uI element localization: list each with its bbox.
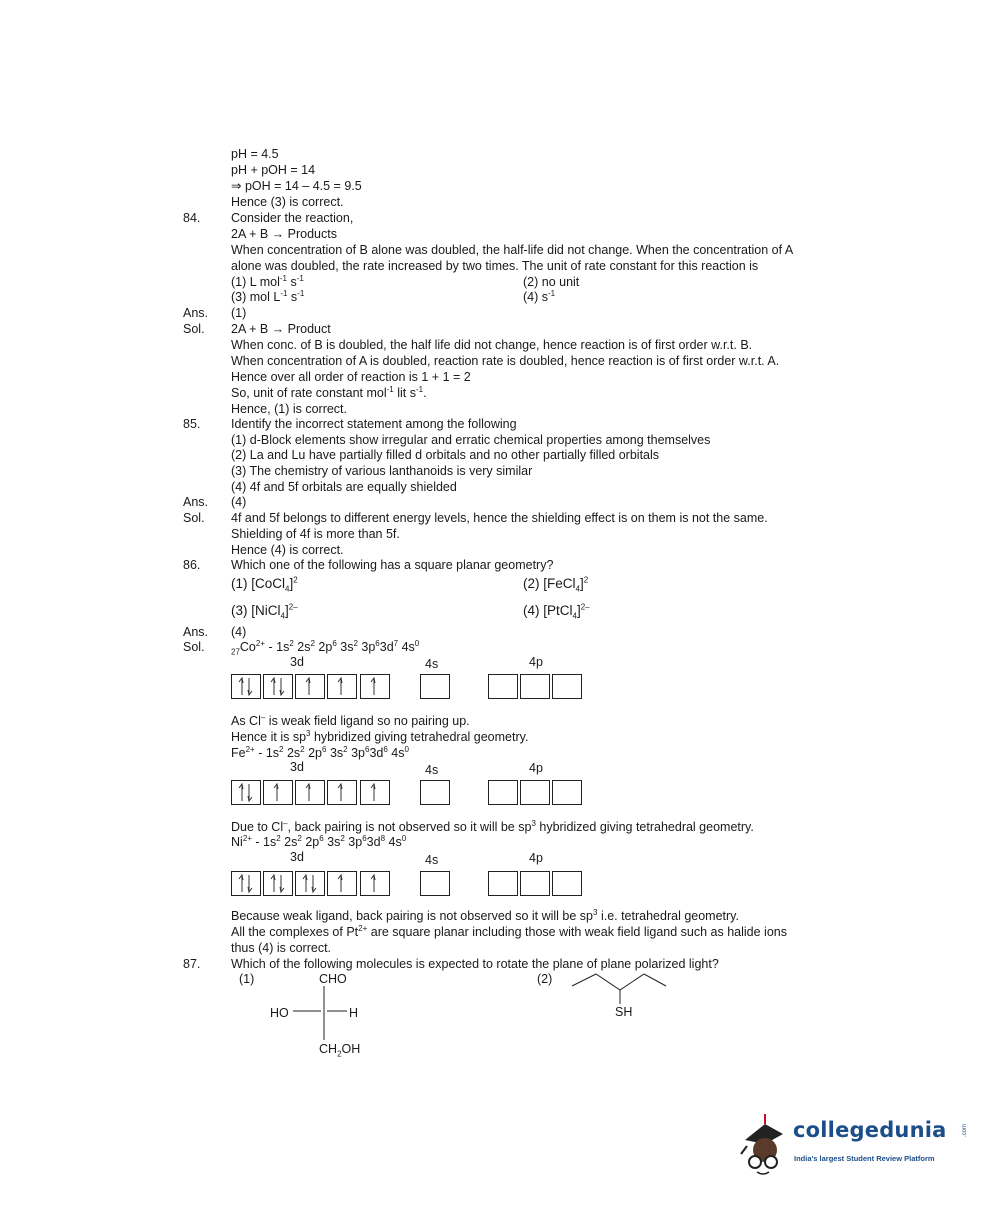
mascot-icon [735, 1110, 795, 1180]
answer-85: (4) [231, 495, 247, 509]
ph-line: pH = 4.5 [231, 147, 279, 161]
option-86-4: (4) [PtCl$_4$]$^{2-}$ [523, 602, 590, 621]
orbital-box-3d [231, 871, 261, 896]
co-configuration: $_{27}Co^{2+} - 1s^2$ $2s^2$ $2p^6$ $3s^2$ $3p^63d^7$ $4s^0$ [231, 638, 420, 657]
solution-84-line5: So, unit of rate constant mol$^{-1}$ lit $s^{-1}$. [231, 384, 427, 400]
option-87-1-label: (1) [239, 972, 255, 986]
question-85-stem: Identify the incorrect statement among the following [231, 417, 517, 431]
solution-85-line1: 4f and 5f belongs to different energy levels, hence the shielding effect is on them is not the same. [231, 511, 768, 525]
conclusion-line1: Because weak ligand, back pairing is not observed so it will be $sp^3$ i.e. tetrahedral geometry. [231, 907, 739, 923]
co-label-4p: 4p [529, 655, 543, 669]
orbital-box-3d [231, 780, 261, 805]
question-84-line2: alone was doubled, the rate increased by two times. The unit of rate constant for this reaction is [231, 259, 759, 273]
orbital-box-3d [327, 674, 357, 699]
orbital-box-4p [488, 674, 518, 699]
orbital-box-4p [552, 780, 582, 805]
orbital-box-4p [552, 674, 582, 699]
option-86-3: (3) [NiCl$_4$]$^{2-}$ [231, 602, 298, 621]
question-84-line1: When concentration of B alone was doubled, the half-life did not change. When the concentration of A [231, 243, 794, 257]
orbital-box-4p [488, 871, 518, 896]
solution-85-line3: Hence (4) is correct. [231, 543, 344, 557]
option-86-1: (1) [CoCl$_4$]$^2$ [231, 575, 298, 594]
hence-line: Hence (3) is correct. [231, 195, 344, 209]
option-85-4: (4) 4f and 5f orbitals are equally shielded [231, 480, 457, 494]
orbital-box-3d [295, 871, 325, 896]
ni-configuration: $Ni^{2+} - 1s^2$ $2s^2$ $2p^6$ $3s^2$ $3p^63d^8$ $4s^0$ [231, 833, 407, 849]
option-87-2-label: (2) [537, 972, 553, 986]
fe-label-4s: 4s [425, 763, 439, 777]
conclusion-line2: All the complexes of $Pt^{2+}$ are square planar including those with weak field ligand such as halide ions [231, 923, 787, 939]
fe-label-3d: 3d [290, 760, 304, 774]
option-84-4: (4) $s^{-1}$ [523, 288, 556, 304]
ph-poh-line: pH + pOH = 14 [231, 163, 316, 177]
answer-84: (1) [231, 306, 247, 320]
option-86-2: (2) [FeCl$_4$]$^2$ [523, 575, 589, 594]
fischer-h: H [349, 1006, 359, 1020]
collegedunia-logo [735, 1110, 968, 1182]
option-85-3: (3) The chemistry of various lanthanoids is very similar [231, 464, 533, 478]
fe-configuration: $Fe^{2+} - 1s^2$ $2s^2$ $2p^6$ $3s^2$ $3p^63d^6$ $4s^0$ [231, 744, 409, 760]
skeletal-sh: SH [615, 1005, 633, 1019]
skeletal-structure [570, 970, 670, 1005]
solution-label-86: Sol. [183, 640, 205, 654]
answer-label-86: Ans. [183, 625, 209, 639]
orbital-box-3d [263, 674, 293, 699]
logo-com: .com [962, 1124, 968, 1138]
orbital-box-3d [295, 780, 325, 805]
question-84-stem: Consider the reaction, [231, 211, 354, 225]
question-number-85: 85. [183, 417, 201, 431]
option-84-1: (1) L mol$^{-1}$ $s^{-1}$ [231, 273, 304, 289]
orbital-box-3d [263, 871, 293, 896]
orbital-box-3d [295, 674, 325, 699]
orbital-box-3d [360, 674, 390, 699]
co-label-3d: 3d [290, 655, 304, 669]
co-note-line2: Hence it is $sp^3$ hybridized giving tetrahedral geometry. [231, 728, 529, 744]
fischer-ch2oh: $CH_2OH$ [319, 1042, 361, 1059]
orbital-box-4p [488, 780, 518, 805]
solution-84-line3: When concentration of A is doubled, reaction rate is doubled, hence reaction is of first order w.r.t. A. [231, 354, 780, 368]
question-87-stem: Which of the following molecules is expected to rotate the plane of plane polarized light? [231, 957, 719, 971]
solution-84-line2: When conc. of B is doubled, the half life did not change, hence reaction is of first order w.r.t. B. [231, 338, 753, 352]
orbital-box-4s [420, 780, 450, 805]
fe-note: Due to Cl–, back pairing is not observed so it will be $sp^3$ hybridized giving tetrahedral geometry. [231, 818, 754, 834]
poh-line: ⇒ pOH = 14 – 4.5 = 9.5 [231, 179, 362, 193]
orbital-box-3d [231, 674, 261, 699]
option-84-2: (2) no unit [523, 275, 580, 289]
solution-84-line6: Hence, (1) is correct. [231, 402, 348, 416]
answer-label-85: Ans. [183, 495, 209, 509]
orbital-box-4p [552, 871, 582, 896]
logo-tagline: India's largest Student Review Platform [794, 1154, 935, 1163]
orbital-box-3d [327, 871, 357, 896]
orbital-box-4p [520, 780, 550, 805]
logo-wordmark: collegedunia [793, 1118, 947, 1142]
solution-84-line1: 2A + B → Product [231, 322, 331, 336]
co-label-4s: 4s [425, 657, 439, 671]
fischer-projection-lines [285, 984, 365, 1042]
ni-label-4s: 4s [425, 853, 439, 867]
option-84-3: (3) mol $L^{-1}$ $s^{-1}$ [231, 288, 305, 304]
answer-86: (4) [231, 625, 247, 639]
orbital-box-4p [520, 674, 550, 699]
co-note-line1: As Cl– is weak field ligand so no pairing up. [231, 712, 470, 728]
orbital-box-3d [263, 780, 293, 805]
solution-85-line2: Shielding of 4f is more than 5f. [231, 527, 400, 541]
answer-label-84: Ans. [183, 306, 209, 320]
solution-84-line4: Hence over all order of reaction is 1 + 1 = 2 [231, 370, 471, 384]
solution-label-85: Sol. [183, 511, 205, 525]
orbital-box-3d [327, 780, 357, 805]
conclusion-line3: thus (4) is correct. [231, 941, 332, 955]
ni-label-3d: 3d [290, 850, 304, 864]
option-85-1: (1) d-Block elements show irregular and erratic chemical properties among themselves [231, 433, 711, 447]
fischer-ho: HO [270, 1006, 289, 1020]
orbital-box-3d [360, 780, 390, 805]
orbital-box-3d [360, 871, 390, 896]
ni-label-4p: 4p [529, 851, 543, 865]
solution-label-84: Sol. [183, 322, 205, 336]
question-number-87: 87. [183, 957, 201, 971]
question-number-84: 84. [183, 211, 201, 225]
orbital-box-4s [420, 871, 450, 896]
option-85-2: (2) La and Lu have partially filled d orbitals and no other partially filled orbitals [231, 448, 660, 462]
fischer-cho: CHO [319, 972, 347, 986]
question-86-stem: Which one of the following has a square planar geometry? [231, 558, 554, 572]
fe-label-4p: 4p [529, 761, 543, 775]
question-84-reaction: 2A + B → Products [231, 227, 337, 241]
question-number-86: 86. [183, 558, 201, 572]
orbital-box-4p [520, 871, 550, 896]
orbital-box-4s [420, 674, 450, 699]
